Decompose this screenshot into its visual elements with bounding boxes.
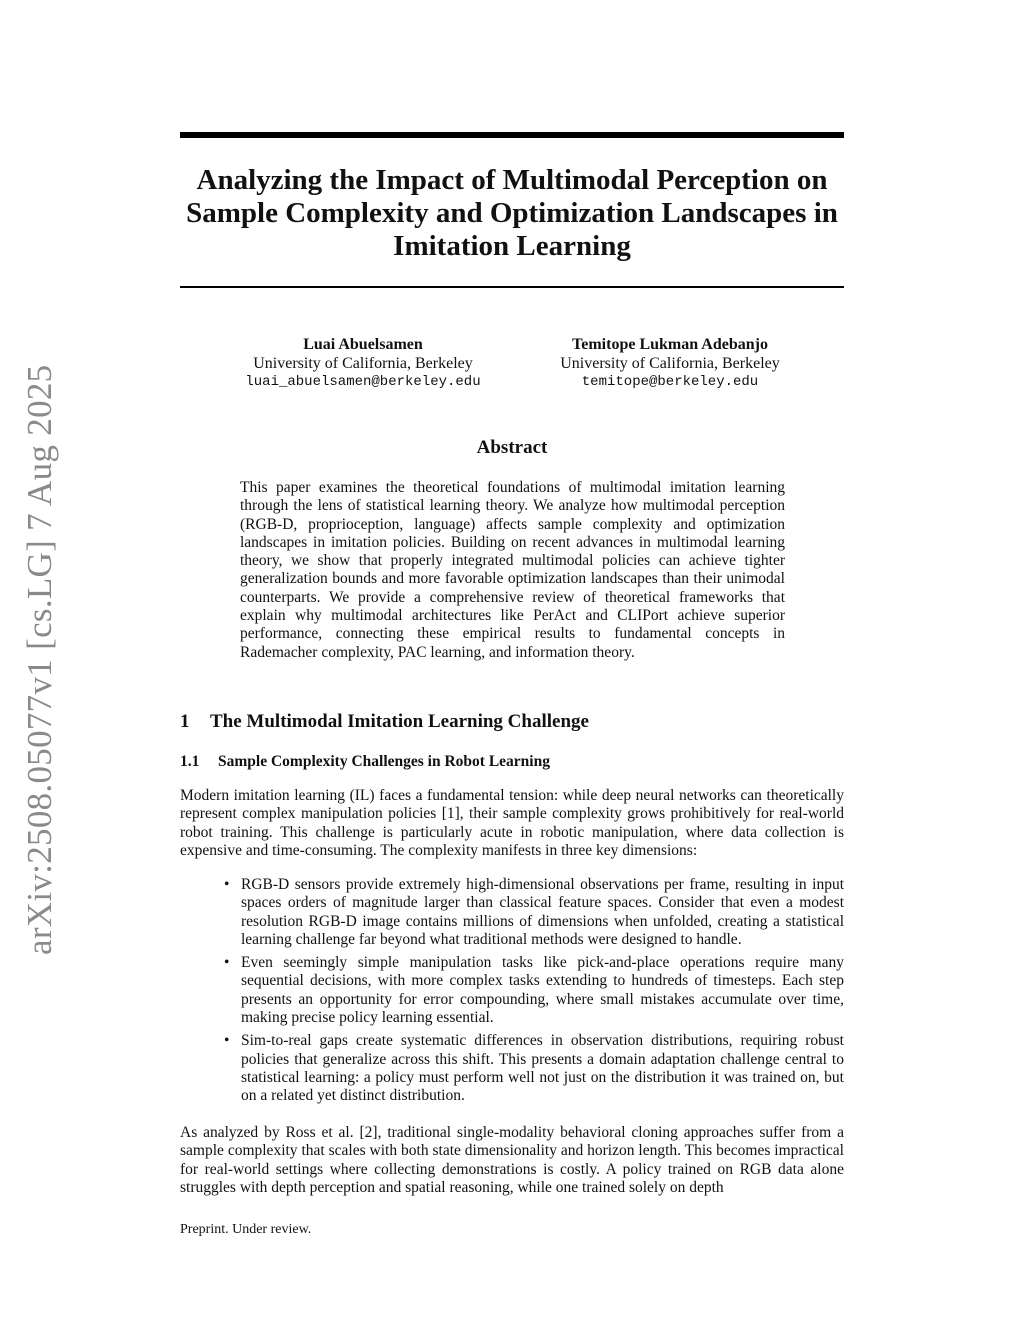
author-email: luai_abuelsamen@berkeley.edu [245, 374, 481, 390]
author-affiliation: University of California, Berkeley [560, 355, 780, 372]
bullet-icon: • [224, 876, 230, 893]
list-item [222, 954, 844, 1027]
author-name: Temitope Lukman Adebanjo [572, 336, 768, 353]
author-block-1 [220, 335, 506, 392]
bullet-icon: • [224, 954, 230, 972]
title-bottom-rule [180, 286, 844, 288]
list-item-text: RGB-D sensors provide extremely high-dimensional observations per frame, resulting in input spaces orders of magnitude larger than classical feature spaces. Consider that even a modest resolution RGB-D image contains millions of dimensions when unfolded, creating a statistical learning challenge far beyond what traditional methods were designed to handle. [241, 876, 844, 948]
abstract-heading: Abstract [476, 437, 548, 458]
author-name: Luai Abuelsamen [303, 336, 423, 353]
list-item-text: Sim-to-real gaps create systematic differences in observation distributions, requiring robust policies that generalize across this shift. This presents a domain adaptation challenge central to statistical learning: a policy must perform well not just on the distribution it was trained on, but on a related yet distinct distribution. [241, 1032, 844, 1105]
author-email: temitope@berkeley.edu [581, 374, 759, 390]
list-item-text: Even seemingly simple manipulation tasks like pick-and-place operations require many sequential decisions, with more complex tasks extending to hundreds of timesteps. Each step presents an opportunity for error compounding, where small mistakes accumulate over time, making precise policy learning essential. [241, 954, 844, 1027]
footer-note: Preprint. Under review. [180, 1222, 312, 1237]
paper-title: Analyzing the Impact of Multimodal Perception on Sample Complexity and Optimization Landscapes in Imitation Learning [186, 164, 838, 262]
list-item [222, 1032, 844, 1105]
author-affiliation: University of California, Berkeley [253, 355, 473, 372]
abstract-text: This paper examines the theoretical foundations of multimodal imitation learning through the lens of statistical learning theory. We analyze how multimodal perception (RGB-D, proprioception, language) affects sample complexity and optimization landscapes in imitation policies. Building on recent advances in multimodal learning theory, we show that properly integrated multimodal policies can achieve tighter generalization bounds and more favorable optimization landscapes than their unimodal counterparts. We provide a comprehensive review of theoretical frameworks that explain why multimodal architectures like PerAct and CLIPort achieve superior performance, connecting these empirical results to fundamental concepts in Rademacher complexity, PAC learning, and information theory. [240, 479, 785, 661]
section-title: The Multimodal Imitation Learning Challenge [210, 711, 589, 732]
list-item [222, 876, 844, 949]
title-top-rule [180, 132, 844, 138]
subsection-number: 1.1 [180, 753, 200, 770]
section-number: 1 [180, 711, 190, 732]
body-paragraph: As analyzed by Ross et al. [2], traditional single-modality behavioral cloning approaches suffer from a sample complexity that scales with both state dimensionality and horizon length. This becomes impractical for real-world settings where collecting demonstrations is costly. A policy trained on RGB data alone struggles with depth perception and spatial reasoning, while one trained solely on depth [180, 1124, 844, 1196]
bullet-icon: • [224, 1032, 230, 1050]
author-block-2 [527, 335, 813, 392]
subsection-heading [180, 753, 844, 771]
bullet-list [222, 876, 844, 1111]
body-paragraph: Modern imitation learning (IL) faces a fundamental tension: while deep neural networks can theoretically represent complex manipulation policies [1], their sample complexity grows prohibitively for real-world robot training. This challenge is particularly acute in robotic manipulation, where data collection is expensive and time-consuming. The complexity manifests in three key dimensions: [180, 787, 844, 859]
arxiv-identifier: arXiv:2508.05077v1 [cs.LG] 7 Aug 2025 [20, 364, 59, 955]
subsection-title: Sample Complexity Challenges in Robot Learning [218, 753, 550, 770]
section-heading [180, 711, 844, 733]
